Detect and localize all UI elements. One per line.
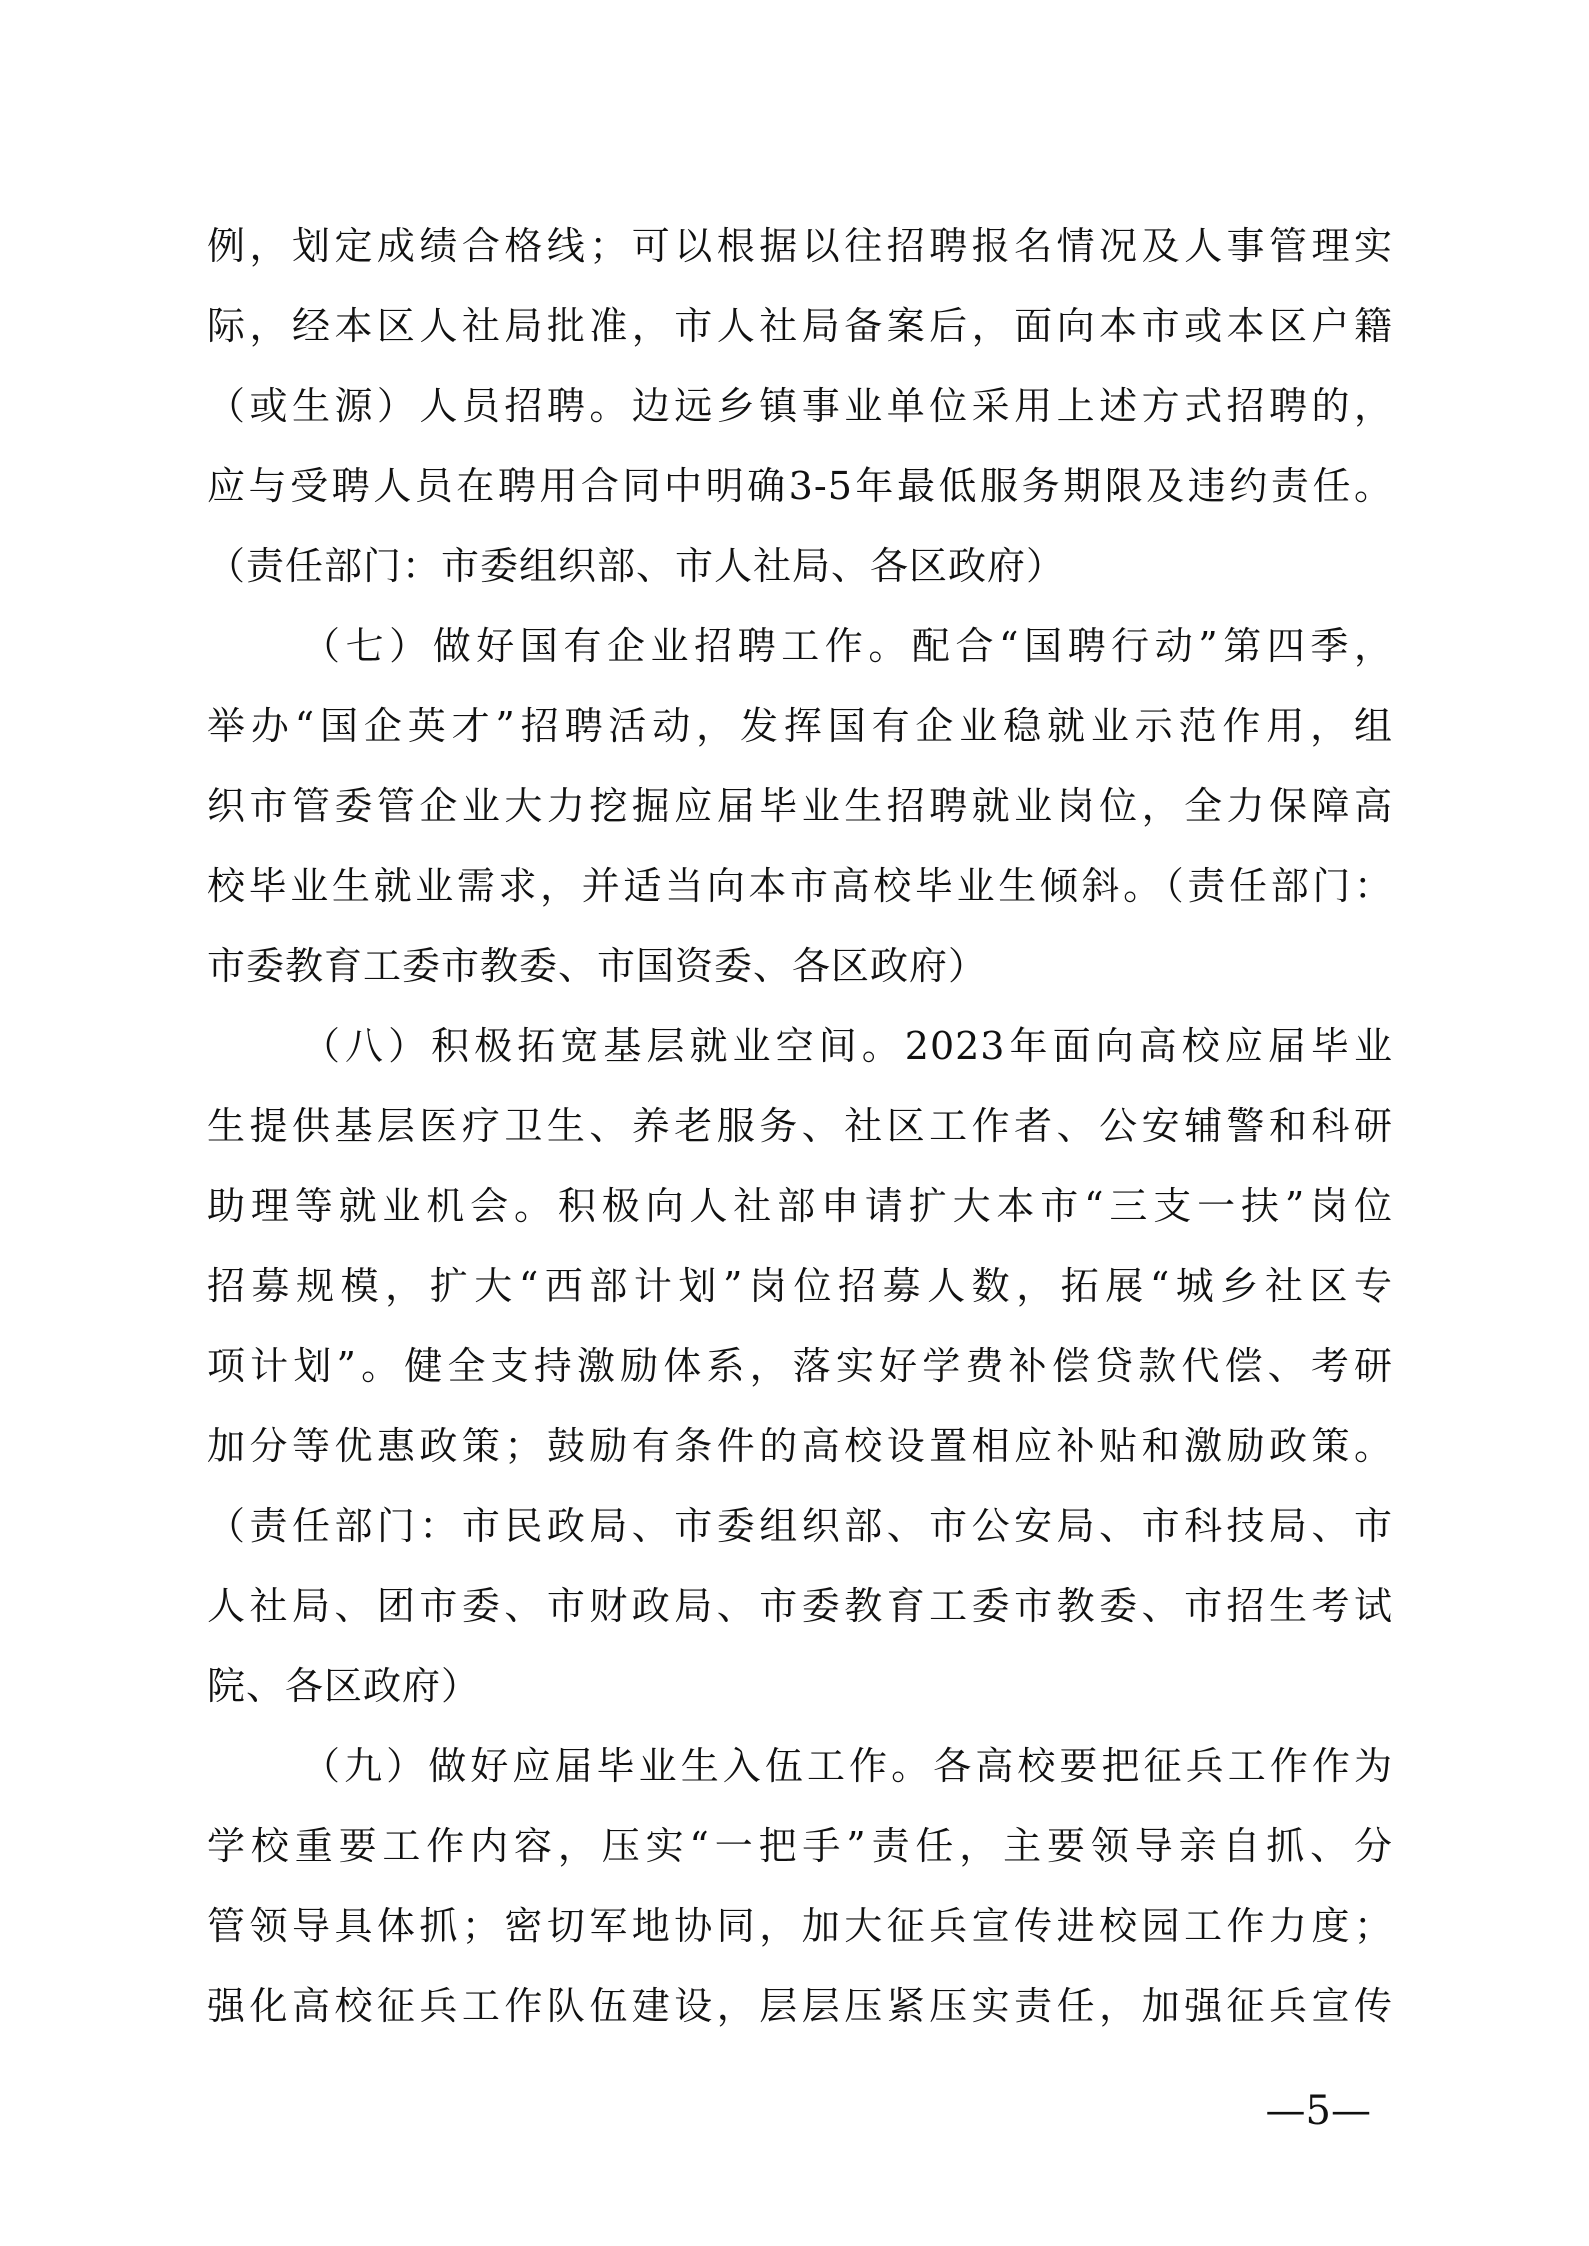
- text-line: 织市管委管企业大力挖掘应届毕业生招聘就业岗位，全力保障高: [207, 784, 1393, 828]
- text-line: 助理等就业机会。积极向人社部申请扩大本市“三支一扶”岗位: [207, 1184, 1393, 1228]
- text-line: 项计划”。健全支持激励体系，落实好学费补偿贷款代偿、考研: [207, 1344, 1393, 1388]
- section-heading-line: （七）做好国有企业招聘工作。配合“国聘行动”第四季，: [302, 624, 1393, 668]
- text-line: 招募规模，扩大“西部计划”岗位招募人数，拓展“城乡社区专: [207, 1264, 1393, 1308]
- text-line: 强化高校征兵工作队伍建设，层层压紧压实责任，加强征兵宣传: [207, 1984, 1393, 2028]
- text-line: 际，经本区人社局批准，市人社局备案后，面向本市或本区户籍: [207, 304, 1393, 348]
- text-line: 学校重要工作内容，压实“一把手”责任，主要领导亲自抓、分: [207, 1824, 1393, 1868]
- section-heading-line: （八）积极拓宽基层就业空间。2023年面向高校应届毕业: [302, 1024, 1393, 1068]
- text-line: 管领导具体抓；密切军地协同，加大征兵宣传进校园工作力度；: [207, 1904, 1393, 1948]
- text-line: 例，划定成绩合格线；可以根据以往招聘报名情况及人事管理实: [207, 224, 1393, 268]
- text-line: （或生源）人员招聘。边远乡镇事业单位采用上述方式招聘的，: [207, 384, 1393, 428]
- text-line: （责任部门：市民政局、市委组织部、市公安局、市科技局、市: [207, 1504, 1393, 1548]
- text-line: 举办“国企英才”招聘活动，发挥国有企业稳就业示范作用，组: [207, 704, 1393, 748]
- page-number: —5—: [1265, 2088, 1371, 2134]
- text-line: 应与受聘人员在聘用合同中明确3-5年最低服务期限及违约责任。: [207, 464, 1393, 508]
- text-line: 校毕业生就业需求，并适当向本市高校毕业生倾斜。（责任部门：: [207, 864, 1393, 908]
- text-line: 院、各区政府）: [207, 1664, 481, 1708]
- text-line: （责任部门：市委组织部、市人社局、各区政府）: [207, 544, 1066, 588]
- section-heading-line: （九）做好应届毕业生入伍工作。各高校要把征兵工作作为: [302, 1744, 1393, 1788]
- document-body: [207, 206, 1393, 2046]
- text-line: 加分等优惠政策；鼓励有条件的高校设置相应补贴和激励政策。: [207, 1424, 1393, 1468]
- text-line: 生提供基层医疗卫生、养老服务、社区工作者、公安辅警和科研: [207, 1104, 1393, 1148]
- text-line: 市委教育工委市教委、市国资委、各区政府）: [207, 944, 988, 988]
- text-line: 人社局、团市委、市财政局、市委教育工委市教委、市招生考试: [207, 1584, 1393, 1628]
